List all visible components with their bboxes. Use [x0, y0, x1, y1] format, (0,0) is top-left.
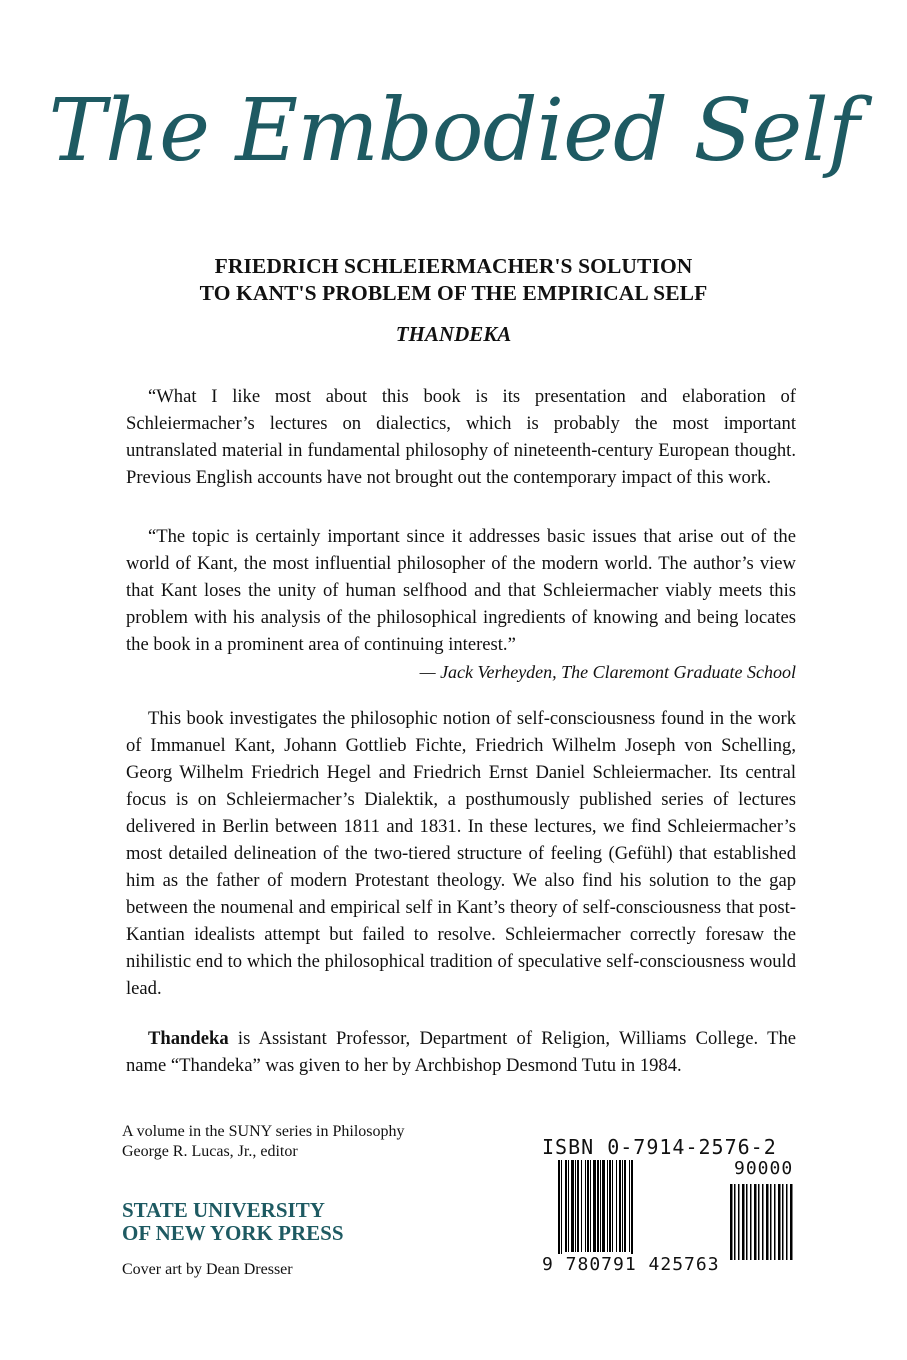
addon-bar [734, 1184, 736, 1260]
addon-bar [786, 1184, 788, 1260]
barcode-bar [571, 1160, 574, 1252]
description [126, 705, 796, 1002]
addon-bar [762, 1184, 764, 1260]
bio-name: Thandeka [148, 1028, 229, 1049]
barcode-bar [619, 1160, 621, 1252]
addon-bar [754, 1184, 757, 1260]
barcode-bar [565, 1160, 567, 1252]
barcode-bar [561, 1160, 562, 1260]
quote-attribution: — Jack Verheyden, The Claremont Graduate School [419, 662, 796, 682]
barcode-bar [616, 1160, 617, 1252]
cover-credit: Cover art by Dean Dresser [122, 1261, 293, 1278]
series-line-2: George R. Lucas, Jr., editor [122, 1143, 298, 1160]
barcode-bar [585, 1160, 586, 1252]
barcode-bar [609, 1160, 611, 1252]
bio-text: is Assistant Professor, Department of Religion, Williams College. The name “Thandeka” was given to her by Archbishop Desmond Tutu in 1984. [126, 1028, 796, 1076]
subtitle [0, 253, 907, 307]
barcode-bar [602, 1160, 605, 1252]
barcode-bar [593, 1160, 596, 1252]
author-name: THANDEKA [395, 322, 512, 346]
barcode-bar [624, 1160, 626, 1252]
addon-bar [782, 1184, 784, 1260]
publisher-line-1: STATE UNIVERSITY [122, 1198, 325, 1222]
quote-1 [126, 383, 796, 491]
quote-2 [126, 523, 796, 658]
barcode-bar [612, 1160, 613, 1252]
subtitle-line-2: TO KANT'S PROBLEM OF THE EMPIRICAL SELF [199, 281, 708, 305]
addon-bar [746, 1184, 748, 1260]
description-text: This book investigates the philosophic notion of self-consciousness found in the work of Immanuel Kant, Johann Gottlieb Fichte, Friedrich Wilhelm Joseph von Schelling, Georg Wilhelm Friedrich Hegel and Friedrich Ernst Daniel Schleiermacher. Its central focus is on Schleiermacher’s Dialektik, a posthumously published series of lectures delivered in Berlin between 1811 and 1831. In these lectures, we find Schleiermacher’s most detailed delineation of the two-tiered structure of feeling (Gefühl) that established him as the father of modern Protestant theology. We also find his solution to the gap between the noumenal and empirical self in Kant’s theory of self-consciousness that post-Kantian idealists attempt but failed to resolve. Schleiermacher correctly foresaw the nihilistic end to which the philosophical tradition of speculative self-consciousness would lead. [126, 708, 796, 999]
addon-bar [750, 1184, 752, 1260]
barcode-bar [581, 1160, 582, 1252]
author-bio [126, 1025, 796, 1079]
addon-bar [790, 1184, 793, 1260]
addon-bar [742, 1184, 745, 1260]
book-title: The Embodied Self [48, 81, 859, 181]
publisher-line-2: OF NEW YORK PRESS [122, 1221, 344, 1245]
barcode-bar [568, 1160, 569, 1252]
addon-bar [738, 1184, 740, 1260]
barcode-bar [631, 1160, 633, 1260]
barcode-number: 9 780791 425763 [542, 1254, 720, 1275]
barcode-bar [607, 1160, 608, 1252]
series-info [122, 1122, 405, 1162]
barcode-bar [600, 1160, 601, 1252]
barcode-bar [597, 1160, 599, 1252]
quote-1-text: “What I like most about this book is its presentation and elaboration of Schleiermacher’s lectures on dialectics, which is probably the most important untranslated material in fundamental philosophy of nineteenth-century European thought. Previous English accounts have not brought out the contemporary impact of this work. [126, 386, 796, 488]
addon-bar [766, 1184, 769, 1260]
addon-bar [778, 1184, 781, 1260]
publisher [122, 1199, 344, 1245]
addon-bar [774, 1184, 776, 1260]
subtitle-line-1: FRIEDRICH SCHLEIERMACHER'S SOLUTION [214, 254, 693, 278]
addon-bar [758, 1184, 760, 1260]
barcode-bar [629, 1160, 630, 1252]
barcode-bar [587, 1160, 589, 1252]
barcode-bar [558, 1160, 560, 1260]
barcode-bar [575, 1160, 576, 1252]
barcode-bar [622, 1160, 623, 1252]
isbn-text: ISBN 0-7914-2576-2 [542, 1135, 777, 1159]
quote-2-text: “The topic is certainly important since it addresses basic issues that arise out of the world of Kant, the most influential philosopher of the modern world. The author’s view that Kant loses the unity of human selfhood and that Schleiermacher viably meets this problem with his analysis of the philosophical ingredients of knowing and being locates the book in a prominent area of continuing interest.” [126, 526, 796, 655]
addon-bar [770, 1184, 772, 1260]
addon-bar [730, 1184, 733, 1260]
series-line-1: A volume in the SUNY series in Philosophy [122, 1123, 405, 1140]
price-code: 90000 [734, 1158, 794, 1179]
barcode-bar [590, 1160, 591, 1252]
barcode-bar [577, 1160, 579, 1252]
